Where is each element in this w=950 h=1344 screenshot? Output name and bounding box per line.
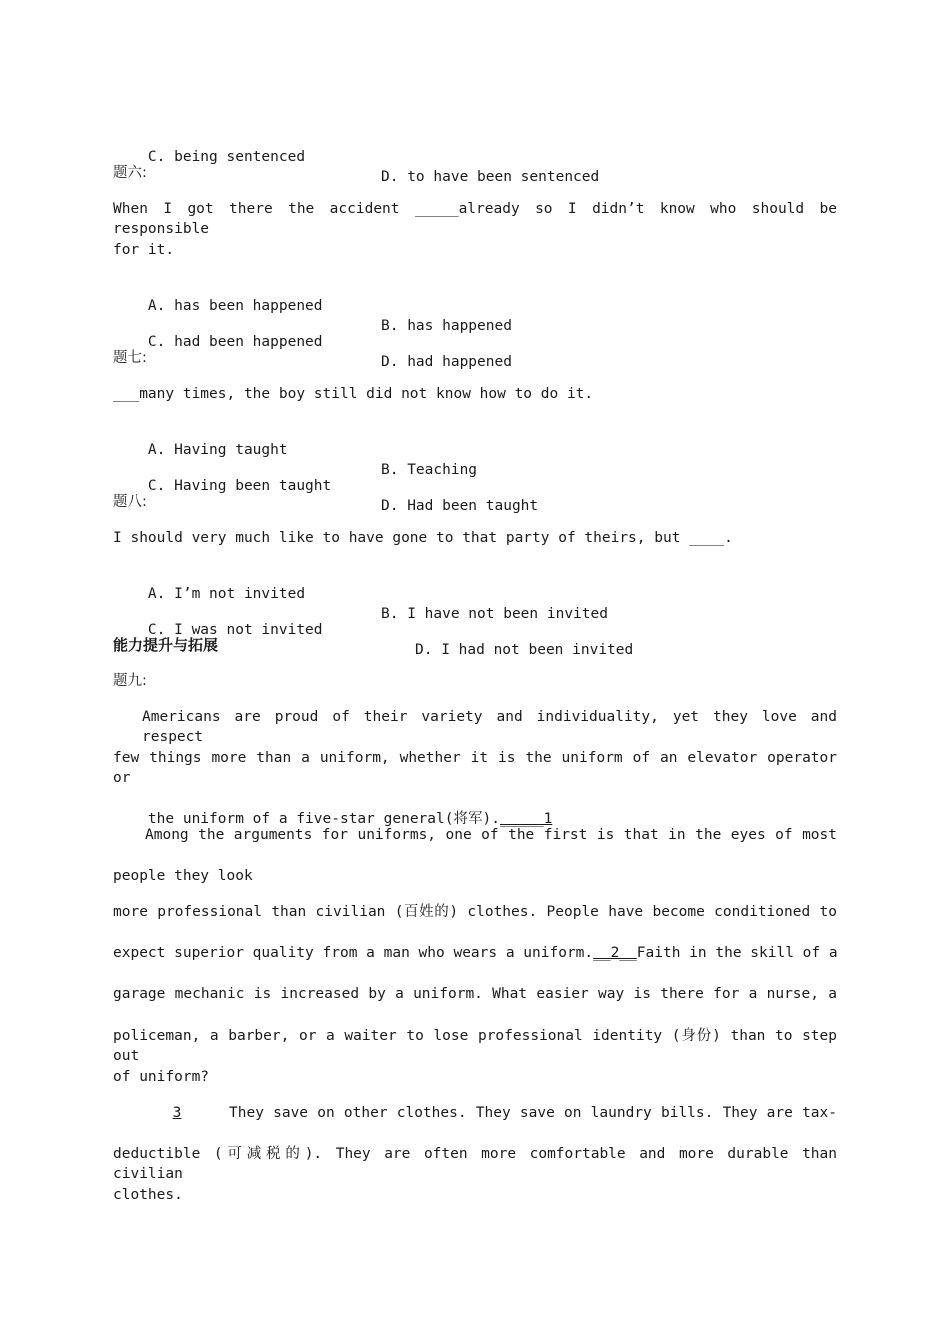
q6-label: 题六: [113,165,147,181]
q6-option-b: B. has happened [381,318,512,334]
q9-para1-line-3-text: the uniform of a five-star general(将军). [147,811,500,827]
q6-option-d: D. had happened [381,354,512,370]
q6-stem-line-2: for it. [113,242,175,258]
q5-option-d: D. to have been sentenced [381,169,600,185]
blank-1: _____1 [499,811,553,827]
blank-2: __2__ [593,945,637,961]
q7-option-b: B. Teaching [381,462,478,478]
q9-para3-line-3: clothes. [113,1187,183,1203]
q9-para3-line-1-text: They save on other clothes. They save on laundry bills. They are tax- [229,1105,837,1121]
q8-option-a: A. I’m not invited [147,586,306,602]
q7-label: 题七: [113,350,147,366]
q9-para2-line-1: Among the arguments for uniforms, one of the first is that in the eyes of most [145,827,837,843]
q6-stem-line-1: When I got there the accident _____already so I didn’t know who should be responsible [113,201,837,237]
section-heading: 能力提升与拓展 [113,636,219,654]
q8-option-c: C. I was not invited [147,622,323,638]
q9-para1-line-2: few things more than a uniform, whether it is the uniform of an elevator operator or [113,750,837,786]
blank-3: 3 [172,1105,182,1121]
q9-para3-line-1 [113,1103,837,1123]
q9-para3-line-2: deductible (可减税的). They are often more comfortable and more durable than civilian [113,1146,837,1182]
q7-option-c: C. Having been taught [147,478,332,494]
q6-option-c: C. had been happened [147,334,323,350]
q9-para2-line-4 [113,943,837,963]
q9-para2-line-3: more professional than civilian (百姓的) clothes. People have become conditioned to [113,904,837,920]
q9-para1-line-1: Americans are proud of their variety and individuality, yet they love and respect [142,709,837,745]
q7-option-d: D. Had been taught [381,498,539,514]
q9-para2-line-4-text-a: expect superior quality from a man who wears a uniform. [113,945,594,961]
q8-option-d: D. I had not been invited [415,642,634,658]
q9-para2-line-2: people they look [113,868,253,884]
q9-para2-line-6: policeman, a barber, or a waiter to lose professional identity (身份) than to step out [113,1028,837,1064]
q8-label: 题八: [113,494,147,510]
q9-para2-line-4-text-b: Faith in the skill of a [636,945,838,961]
q6-option-a: A. has been happened [147,298,323,314]
q9-para2-line-7: of uniform? [113,1069,210,1085]
q7-option-a: A. Having taught [147,442,288,458]
q8-stem: I should very much like to have gone to that party of theirs, but ____. [113,530,733,546]
q9-label: 题九: [113,673,147,689]
q9-para2-line-5: garage mechanic is increased by a uniform. What easier way is there for a nurse, a [113,986,837,1002]
q7-stem: ___many times, the boy still did not know how to do it. [113,386,594,402]
q8-option-b: B. I have not been invited [381,606,608,622]
q5-option-c: C. being sentenced [147,149,306,165]
